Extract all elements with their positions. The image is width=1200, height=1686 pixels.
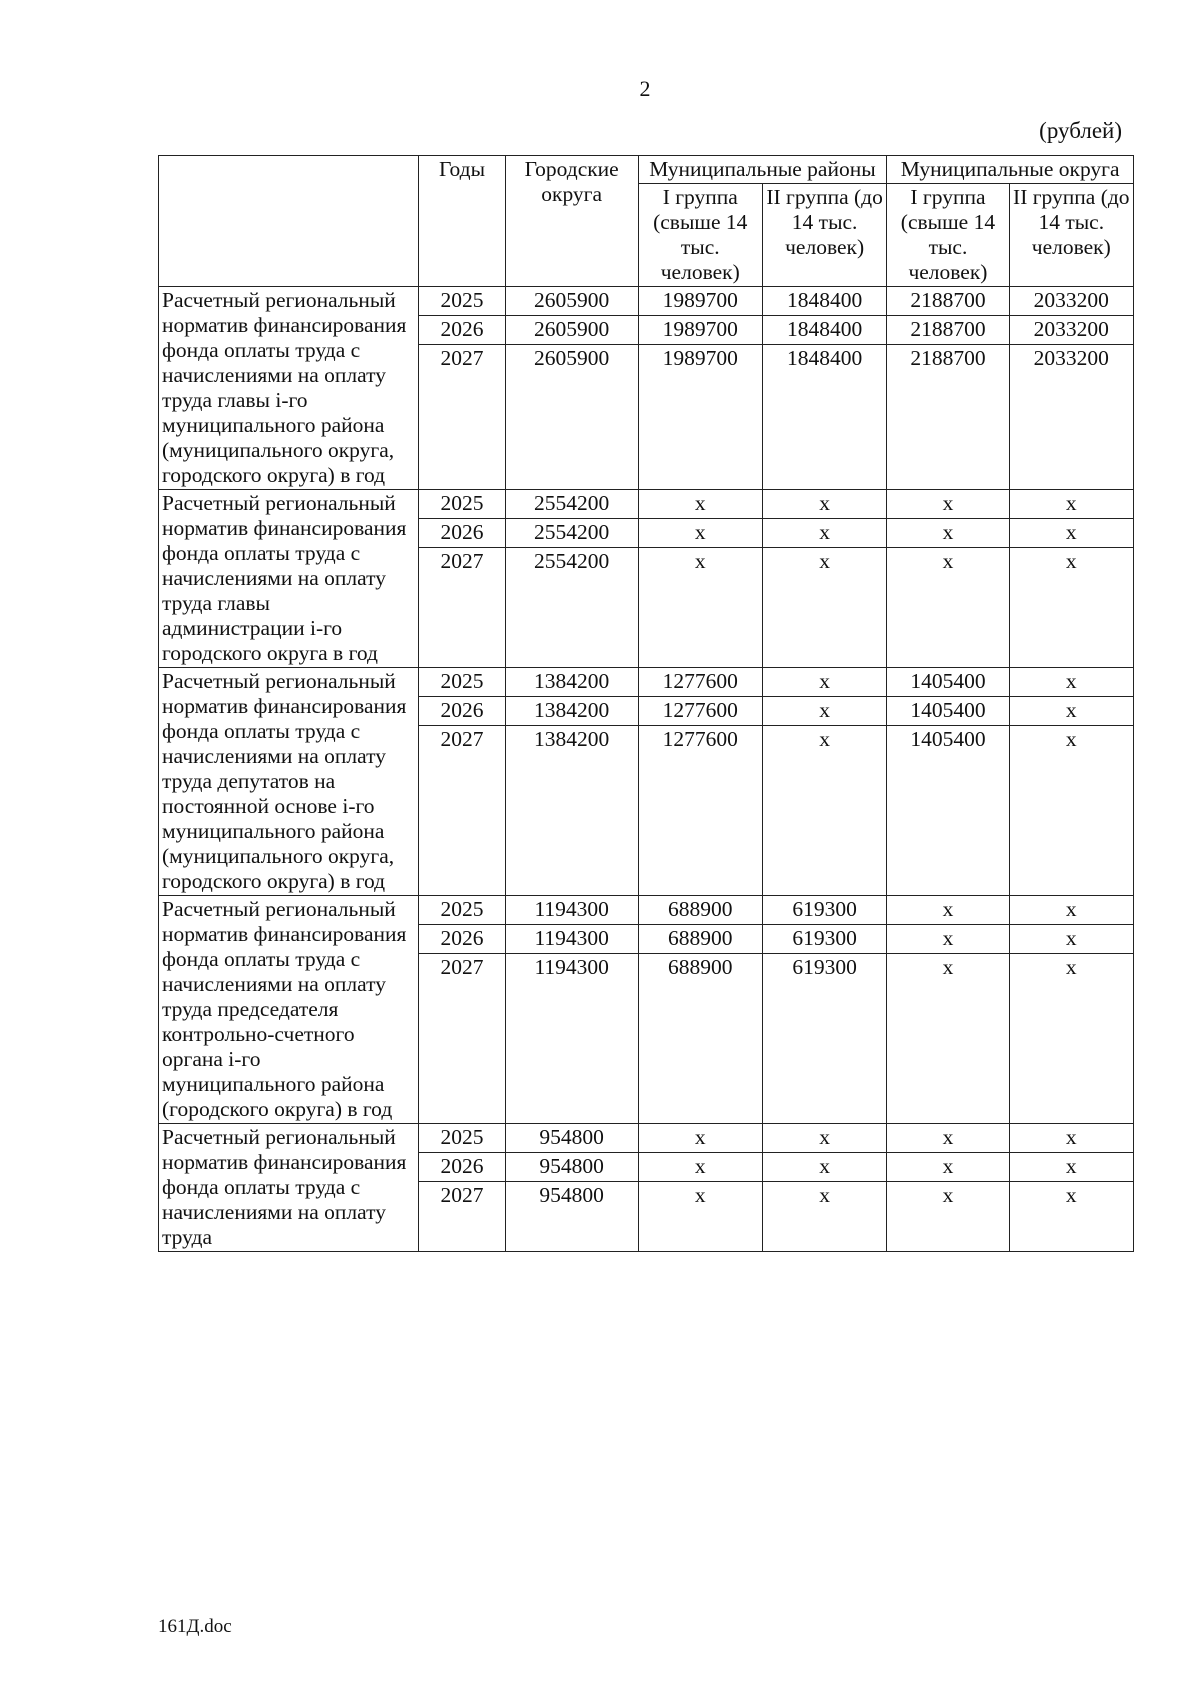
value-cell: x: [887, 519, 1009, 548]
value-cell: x: [638, 1182, 762, 1252]
value-cell: 2554200: [505, 519, 638, 548]
year-cell: 2026: [419, 519, 505, 548]
value-cell: x: [887, 548, 1009, 668]
year-cell: 2025: [419, 287, 505, 316]
row-label: Расчетный региональный норматив финансирования фонда оплаты труда с начислениями на оплату труда председателя контрольно-счетного органа i-го муниципального района (городского округа) в год: [159, 896, 419, 1124]
value-cell: 1848400: [762, 287, 886, 316]
value-cell: x: [887, 1124, 1009, 1153]
value-cell: x: [762, 1182, 886, 1252]
table-row: [159, 287, 1134, 316]
value-cell: x: [1009, 896, 1133, 925]
value-cell: 1277600: [638, 697, 762, 726]
value-cell: 1989700: [638, 287, 762, 316]
value-cell: 1194300: [505, 925, 638, 954]
value-cell: x: [762, 668, 886, 697]
year-cell: 2026: [419, 316, 505, 345]
year-cell: 2025: [419, 668, 505, 697]
value-cell: x: [762, 1153, 886, 1182]
row-label: Расчетный региональный норматив финансирования фонда оплаты труда с начислениями на оплату труда главы i-го муниципального района (муниципального округа, городского округа) в год: [159, 287, 419, 490]
row-label: Расчетный региональный норматив финансирования фонда оплаты труда с начислениями на оплату труда депутатов на постоянной основе i-го муниципального района (муниципального округа, городского округа) в год: [159, 668, 419, 896]
value-cell: x: [638, 1153, 762, 1182]
normative-table: [158, 155, 1134, 1252]
value-cell: 2605900: [505, 316, 638, 345]
value-cell: x: [887, 925, 1009, 954]
value-cell: 1848400: [762, 316, 886, 345]
page-number: 2: [639, 76, 651, 101]
header-empty-cell: [159, 156, 419, 287]
year-cell: 2026: [419, 925, 505, 954]
year-cell: 2027: [419, 345, 505, 490]
year-cell: 2026: [419, 1153, 505, 1182]
header-mo-group2: II группа (до 14 тыс. человек): [1009, 184, 1133, 287]
header-md-group1: I группа (свыше 14 тыс. человек): [638, 184, 762, 287]
value-cell: x: [1009, 726, 1133, 896]
value-cell: 2033200: [1009, 316, 1133, 345]
value-cell: 2554200: [505, 490, 638, 519]
footer-filename: 161Д.doc: [158, 1616, 232, 1637]
unit-label: (рублей): [1039, 118, 1122, 143]
value-cell: x: [762, 726, 886, 896]
value-cell: x: [1009, 1153, 1133, 1182]
value-cell: x: [1009, 668, 1133, 697]
value-cell: 954800: [505, 1124, 638, 1153]
value-cell: 1405400: [887, 668, 1009, 697]
value-cell: x: [1009, 925, 1133, 954]
value-cell: 1277600: [638, 668, 762, 697]
value-cell: 954800: [505, 1182, 638, 1252]
value-cell: x: [1009, 1124, 1133, 1153]
value-cell: x: [1009, 519, 1133, 548]
value-cell: x: [1009, 954, 1133, 1124]
year-cell: 2027: [419, 1182, 505, 1252]
value-cell: x: [1009, 548, 1133, 668]
row-label: Расчетный региональный норматив финансирования фонда оплаты труда с начислениями на оплату труда главы администрации i-го городского округа в год: [159, 490, 419, 668]
header-row-1: [159, 156, 1134, 184]
value-cell: 1384200: [505, 697, 638, 726]
value-cell: 2188700: [887, 345, 1009, 490]
value-cell: 1405400: [887, 697, 1009, 726]
value-cell: 2605900: [505, 345, 638, 490]
value-cell: 954800: [505, 1153, 638, 1182]
header-mo-group1: I группа (свыше 14 тыс. человек): [887, 184, 1009, 287]
value-cell: x: [762, 1124, 886, 1153]
year-cell: 2025: [419, 1124, 505, 1153]
value-cell: x: [638, 548, 762, 668]
year-cell: 2027: [419, 726, 505, 896]
header-city-districts: Городские округа: [505, 156, 638, 287]
value-cell: 619300: [762, 925, 886, 954]
year-cell: 2025: [419, 490, 505, 519]
value-cell: 1405400: [887, 726, 1009, 896]
table-row: [159, 668, 1134, 697]
table-row: [159, 896, 1134, 925]
value-cell: 1194300: [505, 896, 638, 925]
value-cell: x: [887, 1182, 1009, 1252]
value-cell: x: [1009, 1182, 1133, 1252]
value-cell: 2188700: [887, 287, 1009, 316]
header-md-group2: II группа (до 14 тыс. человек): [762, 184, 886, 287]
value-cell: 688900: [638, 925, 762, 954]
value-cell: x: [638, 519, 762, 548]
value-cell: 619300: [762, 896, 886, 925]
table-row: [159, 490, 1134, 519]
value-cell: 2033200: [1009, 345, 1133, 490]
value-cell: x: [1009, 697, 1133, 726]
header-years: Годы: [419, 156, 505, 287]
value-cell: x: [762, 519, 886, 548]
value-cell: 688900: [638, 896, 762, 925]
value-cell: 688900: [638, 954, 762, 1124]
value-cell: x: [887, 490, 1009, 519]
value-cell: x: [887, 896, 1009, 925]
value-cell: x: [762, 697, 886, 726]
value-cell: 1384200: [505, 726, 638, 896]
value-cell: 2033200: [1009, 287, 1133, 316]
header-municipal-okrugs: Муниципальные округа: [887, 156, 1134, 184]
value-cell: x: [762, 548, 886, 668]
value-cell: 1989700: [638, 316, 762, 345]
year-cell: 2025: [419, 896, 505, 925]
table-body: [159, 287, 1134, 1252]
header-municipal-districts: Муниципальные районы: [638, 156, 887, 184]
value-cell: 1277600: [638, 726, 762, 896]
value-cell: 2188700: [887, 316, 1009, 345]
value-cell: 619300: [762, 954, 886, 1124]
year-cell: 2026: [419, 697, 505, 726]
value-cell: x: [638, 1124, 762, 1153]
value-cell: x: [762, 490, 886, 519]
table-row: [159, 1124, 1134, 1153]
value-cell: 1384200: [505, 668, 638, 697]
value-cell: 1194300: [505, 954, 638, 1124]
value-cell: x: [1009, 490, 1133, 519]
year-cell: 2027: [419, 548, 505, 668]
value-cell: 2554200: [505, 548, 638, 668]
value-cell: 1989700: [638, 345, 762, 490]
value-cell: 1848400: [762, 345, 886, 490]
value-cell: x: [887, 954, 1009, 1124]
value-cell: x: [638, 490, 762, 519]
row-label: Расчетный региональный норматив финансирования фонда оплаты труда с начислениями на оплату труда: [159, 1124, 419, 1252]
value-cell: x: [887, 1153, 1009, 1182]
year-cell: 2027: [419, 954, 505, 1124]
value-cell: 2605900: [505, 287, 638, 316]
